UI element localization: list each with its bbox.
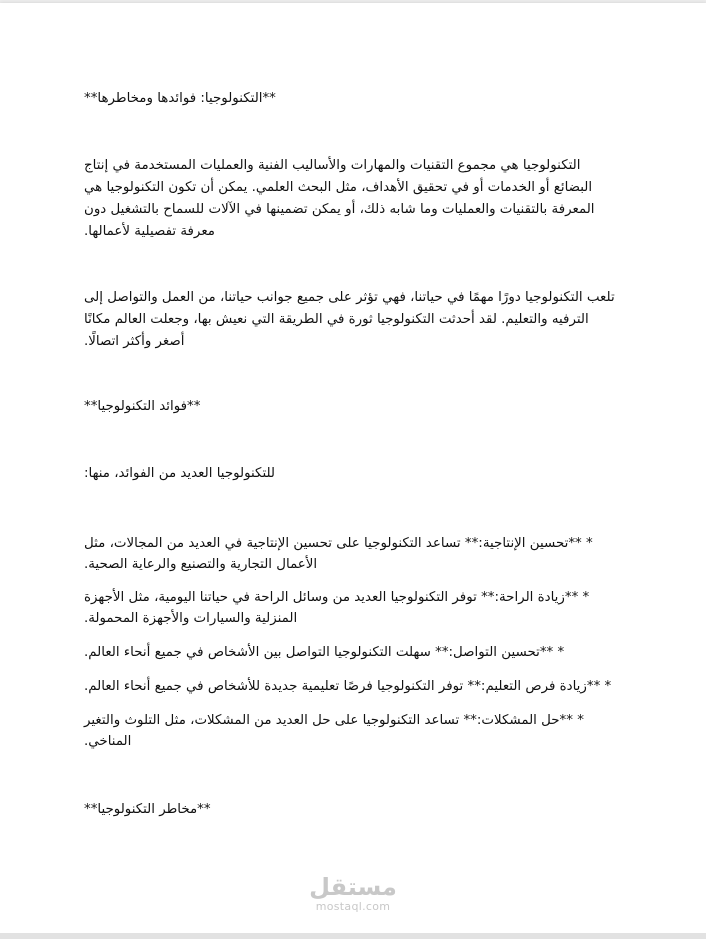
role-line-2: الترفيه والتعليم. لقد أحدثت التكنولوجيا ثورة في الطريقة التي نعيش بها، وجعلت العالم مكانًا	[84, 312, 589, 327]
benefit-1-line-2: الأعمال التجارية والتصنيع والرعاية الصحية.	[84, 557, 318, 572]
watermark-url: mostaql.com	[315, 900, 391, 913]
watermark-logo: مستقل	[309, 873, 397, 901]
risks-heading: **مخاطر التكنولوجيا**	[84, 802, 211, 817]
role-line-1: تلعب التكنولوجيا دورًا مهمًا في حياتنا، فهي تؤثر على جميع جوانب حياتنا، من العمل والتواصل إلى	[84, 290, 615, 305]
intro-line-4: معرفة تفصيلية لأعمالها.	[84, 224, 215, 239]
benefit-4-line-1: * **زيادة فرص التعليم:** توفر التكنولوجيا فرصًا تعليمية جديدة للأشخاص في جميع أنحاء العالم.	[84, 679, 612, 694]
bottom-scroll-edge	[0, 933, 706, 939]
role-line-3: أصغر وأكثر اتصالًا.	[84, 334, 185, 349]
mostaql-watermark	[308, 873, 398, 913]
document-title: **التكنولوجيا: فوائدها ومخاطرها**	[84, 91, 276, 106]
benefits-heading: **فوائد التكنولوجيا**	[84, 399, 201, 414]
benefits-intro: للتكنولوجيا العديد من الفوائد، منها:	[84, 466, 276, 481]
intro-line-3: المعرفة بالتقنيات والعمليات وما شابه ذلك، أو يمكن تضمينها في الآلات للسماح بالتشغيل دون	[84, 202, 595, 217]
intro-line-2: البضائع أو الخدمات أو في تحقيق الأهداف، مثل البحث العلمي. يمكن أن تكون التكنولوجيا هي	[84, 180, 593, 195]
benefit-2-line-2: المنزلية والسيارات والأجهزة المحمولة.	[84, 611, 298, 626]
benefit-2-line-1: * **زيادة الراحة:** توفر التكنولوجيا العديد من وسائل الراحة في حياتنا اليومية، مثل الأجهزة	[84, 590, 590, 605]
benefit-3-line-1: * **تحسين التواصل:** سهلت التكنولوجيا التواصل بين الأشخاص في جميع أنحاء العالم.	[84, 645, 565, 660]
benefit-5-line-1: * **حل المشكلات:** تساعد التكنولوجيا على حل العديد من المشكلات، مثل التلوث والتغير	[84, 713, 584, 728]
document-page	[0, 3, 706, 933]
benefit-1-line-1: * **تحسين الإنتاجية:** تساعد التكنولوجيا على تحسين الإنتاجية في العديد من المجالات، مثل	[84, 536, 593, 551]
intro-line-1: التكنولوجيا هي مجموع التقنيات والمهارات والأساليب الفنية والعمليات المستخدمة في إنتاج	[84, 158, 581, 173]
benefit-5-line-2: المناخي.	[84, 734, 132, 749]
